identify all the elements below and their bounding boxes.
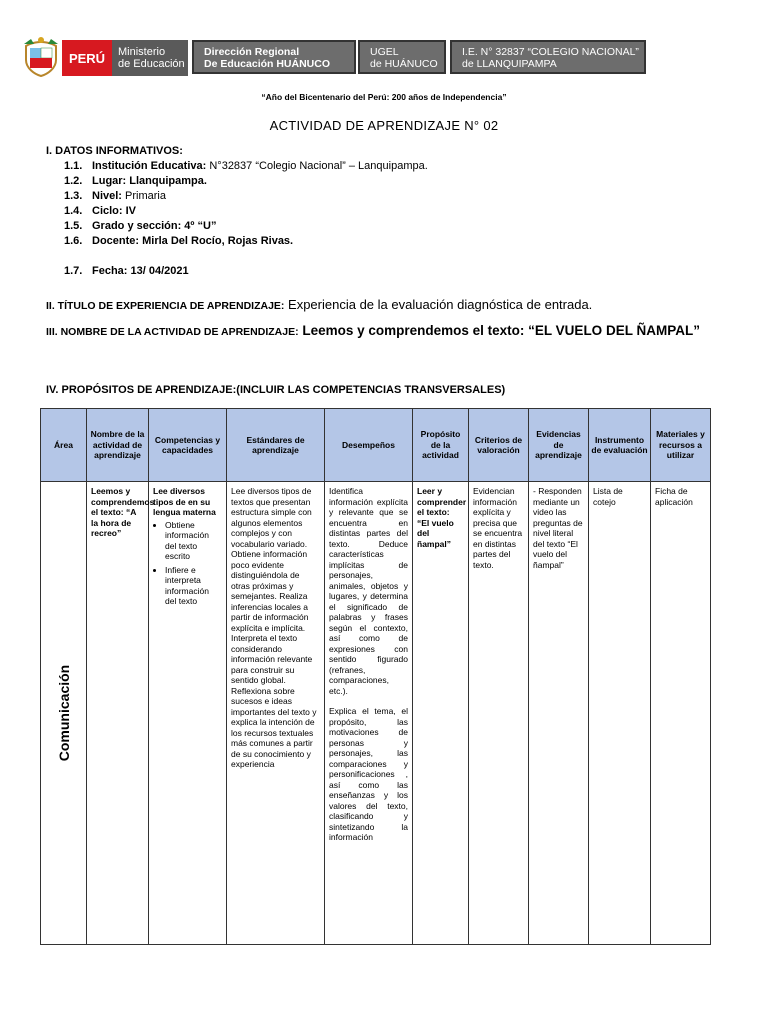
datos-item-label: Nivel: [92, 190, 122, 202]
section-titulo [46, 296, 592, 314]
capacidad-item: • Infiere e interpreta información del texto [165, 565, 222, 607]
datos-item-label: Grado y sección: 4º “U” [92, 220, 217, 232]
cell-actividad: Leemos y comprendemos el texto: “A la hora de recreo” [87, 482, 149, 945]
header-box-direccion [192, 40, 356, 74]
desempenos-text-1: Identifica información explícita y relevante que se encuentra en distintas partes del texto. Deduce características implícitas de personajes, animales, objetos y lugares, y determina el significado de palabras y frases según el contexto, así como de expresiones con sentido figurado (refranes, comparaciones, etc.). [329, 486, 408, 696]
column-header: Desempeños [325, 409, 413, 482]
ministerio-line-2: de Educación [118, 58, 185, 70]
table-header-row [41, 409, 711, 482]
header-box-ie-line-2: de LLANQUIPAMPA [462, 58, 557, 70]
area-label: Comunicación [55, 664, 72, 762]
datos-item-num: 1.3. [64, 190, 83, 202]
cell-proposito: Leer y comprender el texto: “El vuelo del ñampal” [413, 482, 469, 945]
datos-item-label: Ciclo: IV [92, 205, 137, 217]
datos-item-num: 1.1. [64, 160, 83, 172]
datos-item-label: Institución Educativa: [92, 160, 207, 172]
cell-area [41, 482, 87, 945]
column-header: Competencias y capacidades [149, 409, 227, 482]
cell-instrumento: Lista de cotejo [589, 482, 651, 945]
datos-item-num: 1.2. [64, 175, 83, 187]
header-box-ugel-line-1: UGEL [370, 46, 399, 58]
header-box-ugel-line-2: de HUÁNUCO [370, 58, 438, 70]
peru-coat-of-arms-icon [22, 36, 60, 78]
capacidades-list [153, 520, 222, 607]
section-nombre-actividad [46, 322, 706, 341]
column-header: Evidencias de aprendizaje [529, 409, 589, 482]
desempenos-text-2: Explica el tema, el propósito, las motivaciones de personas y personajes, las comparaciones y personificaciones , así como las enseñanzas y los valores del texto, clasificando y sintetizando la información [329, 706, 408, 842]
datos-item-label: Lugar: Llanquipampa. [92, 175, 207, 187]
datos-item [64, 205, 136, 217]
year-motto: “Año del Bicentenario del Perú: 200 años de Independencia” [261, 92, 507, 102]
datos-item-num: 1.5. [64, 220, 83, 232]
datos-item [64, 160, 428, 172]
column-header: Nombre de la actividad de aprendizaje [87, 409, 149, 482]
datos-item-value: N°32837 “Colegio Nacional” – Lanquipampa. [206, 160, 428, 172]
cell-evidencias: - Responden mediante un video las preguntas de nivel literal del texto “El vuelo del ñampal” [529, 482, 589, 945]
datos-item [64, 190, 166, 202]
header-box-ie [450, 40, 646, 74]
cell-criterios: Evidencian información explícita y precisa que se encuentra en distintas partes del texto. [469, 482, 529, 945]
datos-item-label: Docente: Mirla Del Rocío, Rojas Rivas. [92, 235, 294, 247]
cell-desempenos [325, 482, 413, 945]
table-row [41, 482, 711, 945]
document-title: ACTIVIDAD DE APRENDIZAJE N° 02 [269, 118, 499, 133]
datos-item [64, 235, 293, 247]
ministerio-logo [112, 40, 188, 76]
peru-logo [62, 40, 112, 76]
datos-item [64, 265, 189, 277]
column-header: Instrumento de evaluación [589, 409, 651, 482]
datos-item [64, 220, 216, 232]
section-nombre-heading: III. NOMBRE DE LA ACTIVIDAD DE APRENDIZAJE: [46, 326, 299, 338]
section-titulo-heading: II. TÍTULO DE EXPERIENCIA DE APRENDIZAJE: [46, 300, 285, 312]
section-propositos-heading: IV. PROPÓSITOS DE APRENDIZAJE:(INCLUIR LAS COMPETENCIAS TRANSVERSALES) [46, 384, 506, 396]
column-header: Criterios de valoración [469, 409, 529, 482]
datos-item [64, 175, 207, 187]
header-box-ie-line-1: I.E. N° 32837 “COLEGIO NACIONAL” [462, 46, 639, 58]
cell-competencias [149, 482, 227, 945]
datos-item-num: 1.4. [64, 205, 83, 217]
section-titulo-value: Experiencia de la evaluación diagnóstica de entrada. [284, 297, 593, 312]
desempenos-spacer [329, 696, 408, 706]
ministerio-line-1: Ministerio [118, 46, 166, 58]
propositos-table [40, 408, 711, 945]
section-nombre-value: Leemos y comprendemos el texto: “EL VUELO DEL ÑAMPAL” [298, 323, 700, 338]
header-box-ugel [358, 40, 446, 74]
header-box-direccion-line-2: De Educación HUÁNUCO [204, 58, 331, 70]
column-header: Materiales y recursos a utilizar [651, 409, 711, 482]
column-header: Propósito de la actividad [413, 409, 469, 482]
column-header: Área [41, 409, 87, 482]
cell-materiales: Ficha de aplicación [651, 482, 711, 945]
capacidad-item: • Obtiene información del texto escrito [165, 520, 222, 562]
column-header: Estándares de aprendizaje [227, 409, 325, 482]
datos-item-num: 1.6. [64, 235, 83, 247]
section-datos-heading: I. DATOS INFORMATIVOS: [46, 145, 183, 157]
competencia-text: Lee diversos tipos de en su lengua materna [153, 486, 216, 517]
header-box-direccion-line-1: Dirección Regional [204, 46, 300, 58]
datos-item-label: Fecha: 13/ 04/2021 [92, 265, 189, 277]
peru-logo-text: PERÚ [68, 50, 106, 66]
cell-estandares: Lee diversos tipos de textos que presentan estructura simple con algunos elementos complejos y con vocabulario variado. Obtiene información poco evidente distinguiéndola de otras próximas y semejantes. Realiza inferencias locales a partir de información explícita e implícita. Interpreta el texto considerando información relevante para construir su sentido global. Reflexiona sobre sucesos e ideas importantes del texto y explica la intención de los recursos textuales más comunes a partir de su conocimiento y experiencia [227, 482, 325, 945]
datos-item-value: Primaria [121, 190, 166, 202]
datos-item-num: 1.7. [64, 265, 83, 277]
